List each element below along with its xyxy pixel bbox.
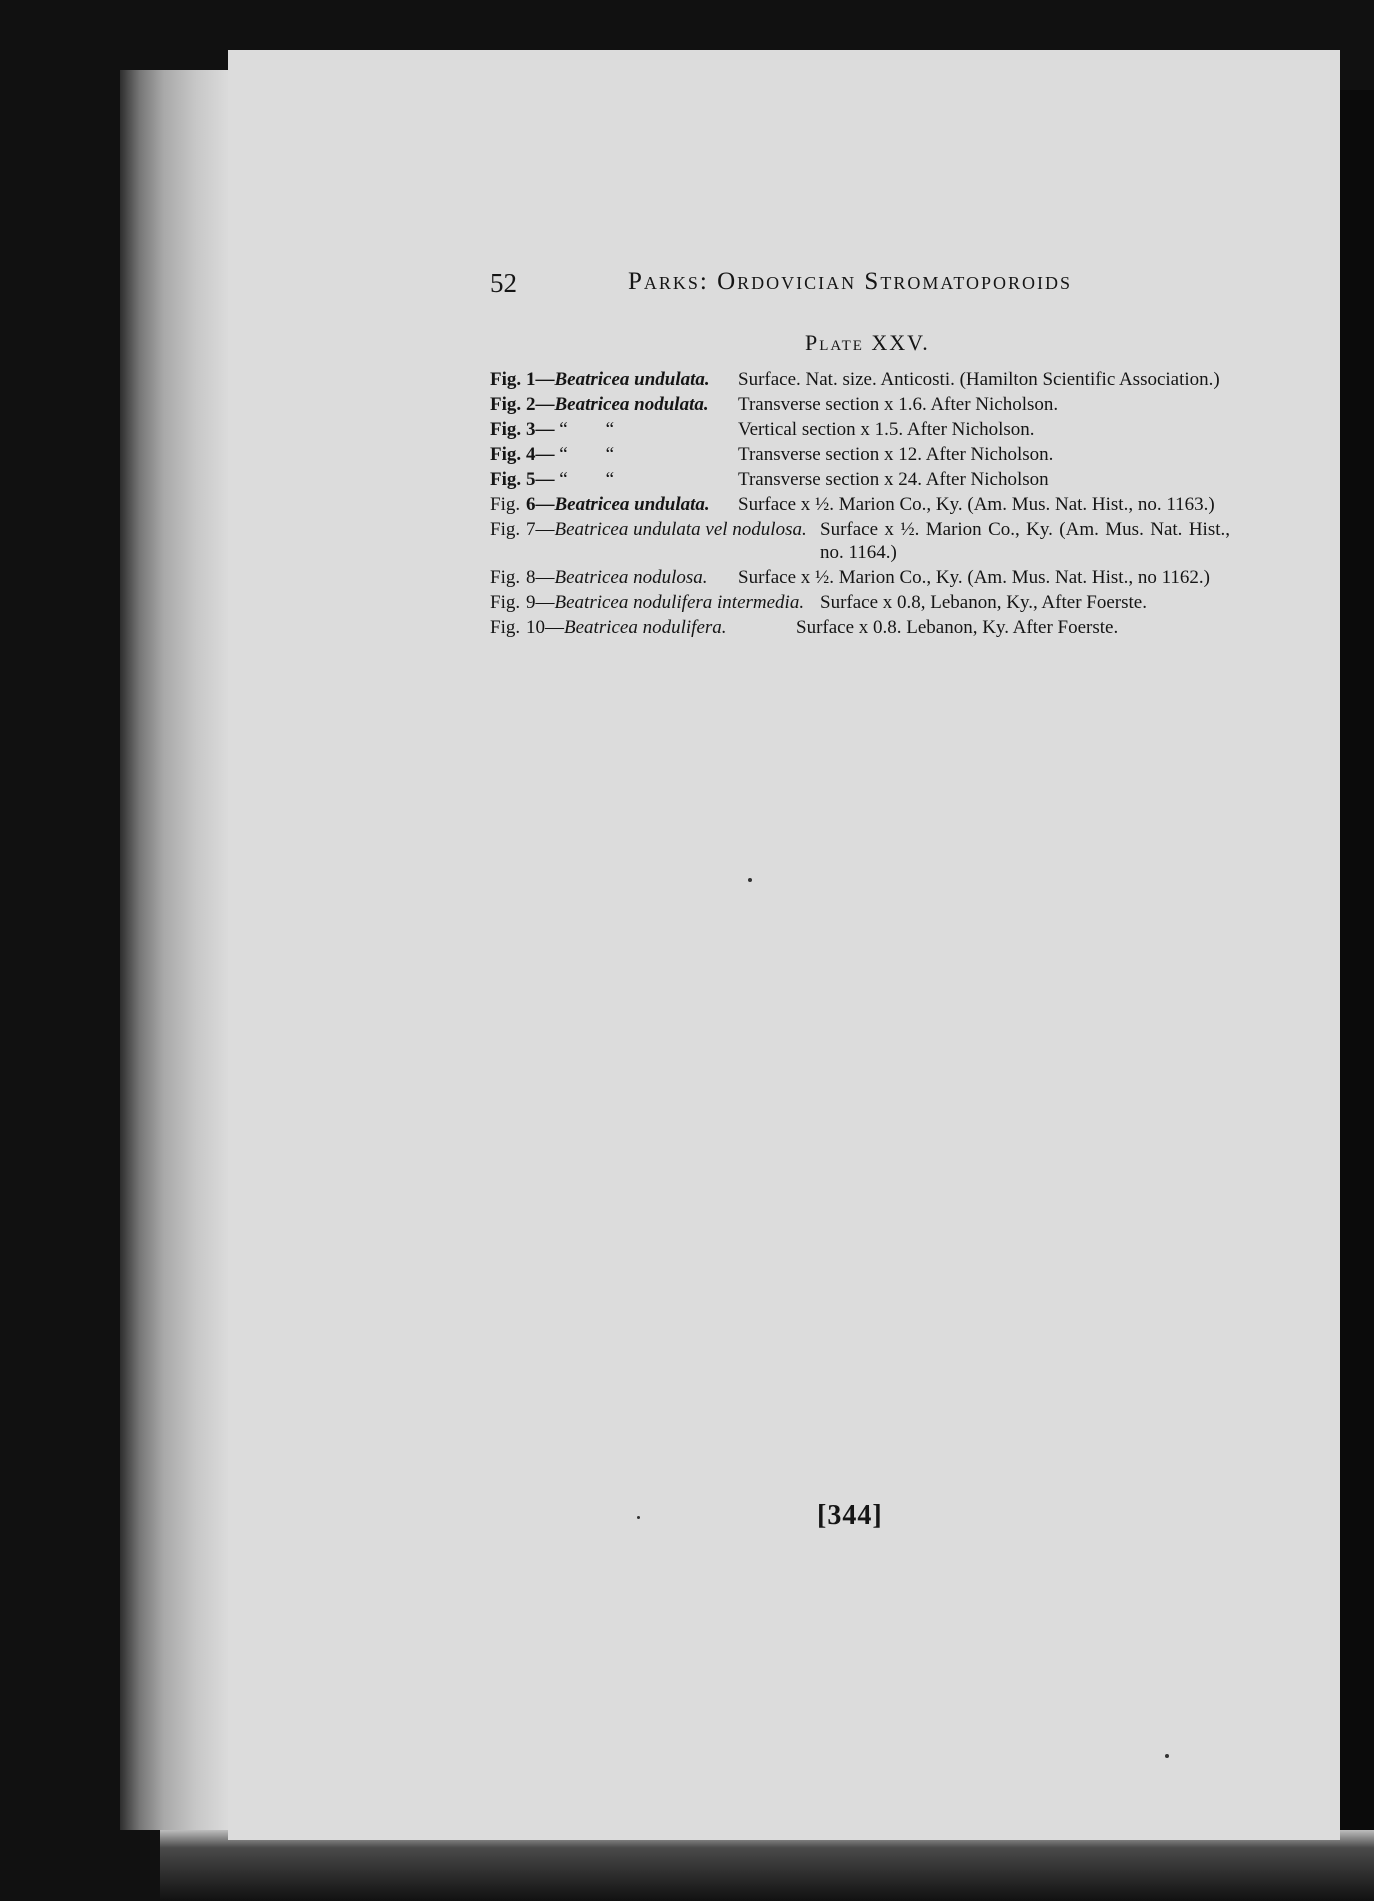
figure-name <box>526 418 738 441</box>
figure-number: 4— <box>526 444 555 465</box>
figure-entry <box>490 418 1230 441</box>
figure-label: Fig. <box>490 494 521 515</box>
figure-entry <box>490 368 1230 391</box>
figure-description: Surface x 0.8. Lebanon, Ky. After Foerste. <box>796 617 1119 638</box>
species-name: Beatricea nodulosa. <box>554 567 708 588</box>
figure-name <box>526 393 738 416</box>
figure-entry <box>490 616 1230 639</box>
bracketed-page-number: [344] <box>817 1500 883 1531</box>
species-name: Beatricea nodulifera. <box>564 617 727 638</box>
figure-entry <box>490 566 1230 589</box>
figure-description: Transverse section x 1.6. After Nicholson. <box>738 394 1059 415</box>
figure-number: 6— <box>526 494 555 515</box>
figure-number: 2— <box>526 394 555 415</box>
figure-number: 1— <box>526 369 555 390</box>
running-title: Parks: Ordovician Stromatoporoids <box>628 268 1073 295</box>
page-number: 52 <box>490 268 517 298</box>
figure-description: Surface. Nat. size. Anticosti. (Hamilton Scientific Association.) <box>738 369 1220 390</box>
figure-description: Surface x 0.8, Lebanon, Ky., After Foerste. <box>820 592 1147 613</box>
figure-entry <box>490 591 1230 614</box>
book-spine-edge <box>120 70 230 1830</box>
figure-label: Fig. <box>490 519 521 540</box>
figure-description: Surface x ½. Marion Co., Ky. (Am. Mus. Nat. Hist., no 1162.) <box>738 567 1210 588</box>
figure-label: Fig. <box>490 369 522 390</box>
figure-name <box>526 468 738 491</box>
figure-label: Fig. <box>490 394 522 415</box>
running-head <box>490 268 1250 308</box>
species-name: Beatricea undulata. <box>554 494 710 515</box>
figure-number: 7— <box>526 519 555 540</box>
figure-label: Fig. <box>490 444 522 465</box>
figure-entry <box>490 393 1230 416</box>
species-name: Beatricea undulata vel nodulosa. <box>554 519 807 540</box>
figure-label: Fig. <box>490 617 521 638</box>
figure-name <box>526 443 738 466</box>
figure-number: 5— <box>526 469 555 490</box>
plate-title: Plate XXV. <box>805 330 930 355</box>
figure-label: Fig. <box>490 592 521 613</box>
scan-speck <box>748 878 752 882</box>
scan-speck <box>1165 1754 1169 1758</box>
species-name: Beatricea nodulata. <box>554 394 709 415</box>
figure-number: 10— <box>526 617 564 638</box>
figure-name <box>526 518 820 564</box>
figure-list <box>490 368 1230 641</box>
ditto-marks: “ “ <box>559 444 615 465</box>
page-bottom-edge <box>160 1830 1374 1901</box>
figure-number: 8— <box>526 567 555 588</box>
figure-label: Fig. <box>490 419 522 440</box>
ditto-marks: “ “ <box>559 419 615 440</box>
figure-entry <box>490 468 1230 491</box>
figure-description: Transverse section x 24. After Nicholson <box>738 469 1049 490</box>
figure-name <box>526 566 738 589</box>
figure-description: Transverse section x 12. After Nicholson. <box>738 444 1054 465</box>
figure-entry <box>490 443 1230 466</box>
ditto-marks: “ “ <box>559 469 615 490</box>
figure-entry <box>490 493 1230 516</box>
figure-entry <box>490 518 1230 564</box>
figure-description: Surface x ½. Marion Co., Ky. (Am. Mus. Nat. Hist., no. 1163.) <box>738 494 1215 515</box>
species-name: Beatricea nodulifera intermedia. <box>554 592 805 613</box>
species-name: Beatricea undulata. <box>554 369 710 390</box>
figure-name <box>526 493 738 516</box>
figure-number: 3— <box>526 419 555 440</box>
figure-description: Surface x ½. Marion Co., Ky. (Am. Mus. Nat. Hist., no. 1164.) <box>820 519 1230 563</box>
figure-name <box>526 368 738 391</box>
figure-label: Fig. <box>490 567 521 588</box>
page-right-edge <box>1340 90 1374 1830</box>
figure-label: Fig. <box>490 469 522 490</box>
figure-name <box>526 616 796 639</box>
figure-number: 9— <box>526 592 555 613</box>
scan-speck <box>637 1516 640 1519</box>
book-page <box>228 50 1340 1840</box>
figure-name <box>526 591 820 614</box>
figure-description: Vertical section x 1.5. After Nicholson. <box>738 419 1035 440</box>
